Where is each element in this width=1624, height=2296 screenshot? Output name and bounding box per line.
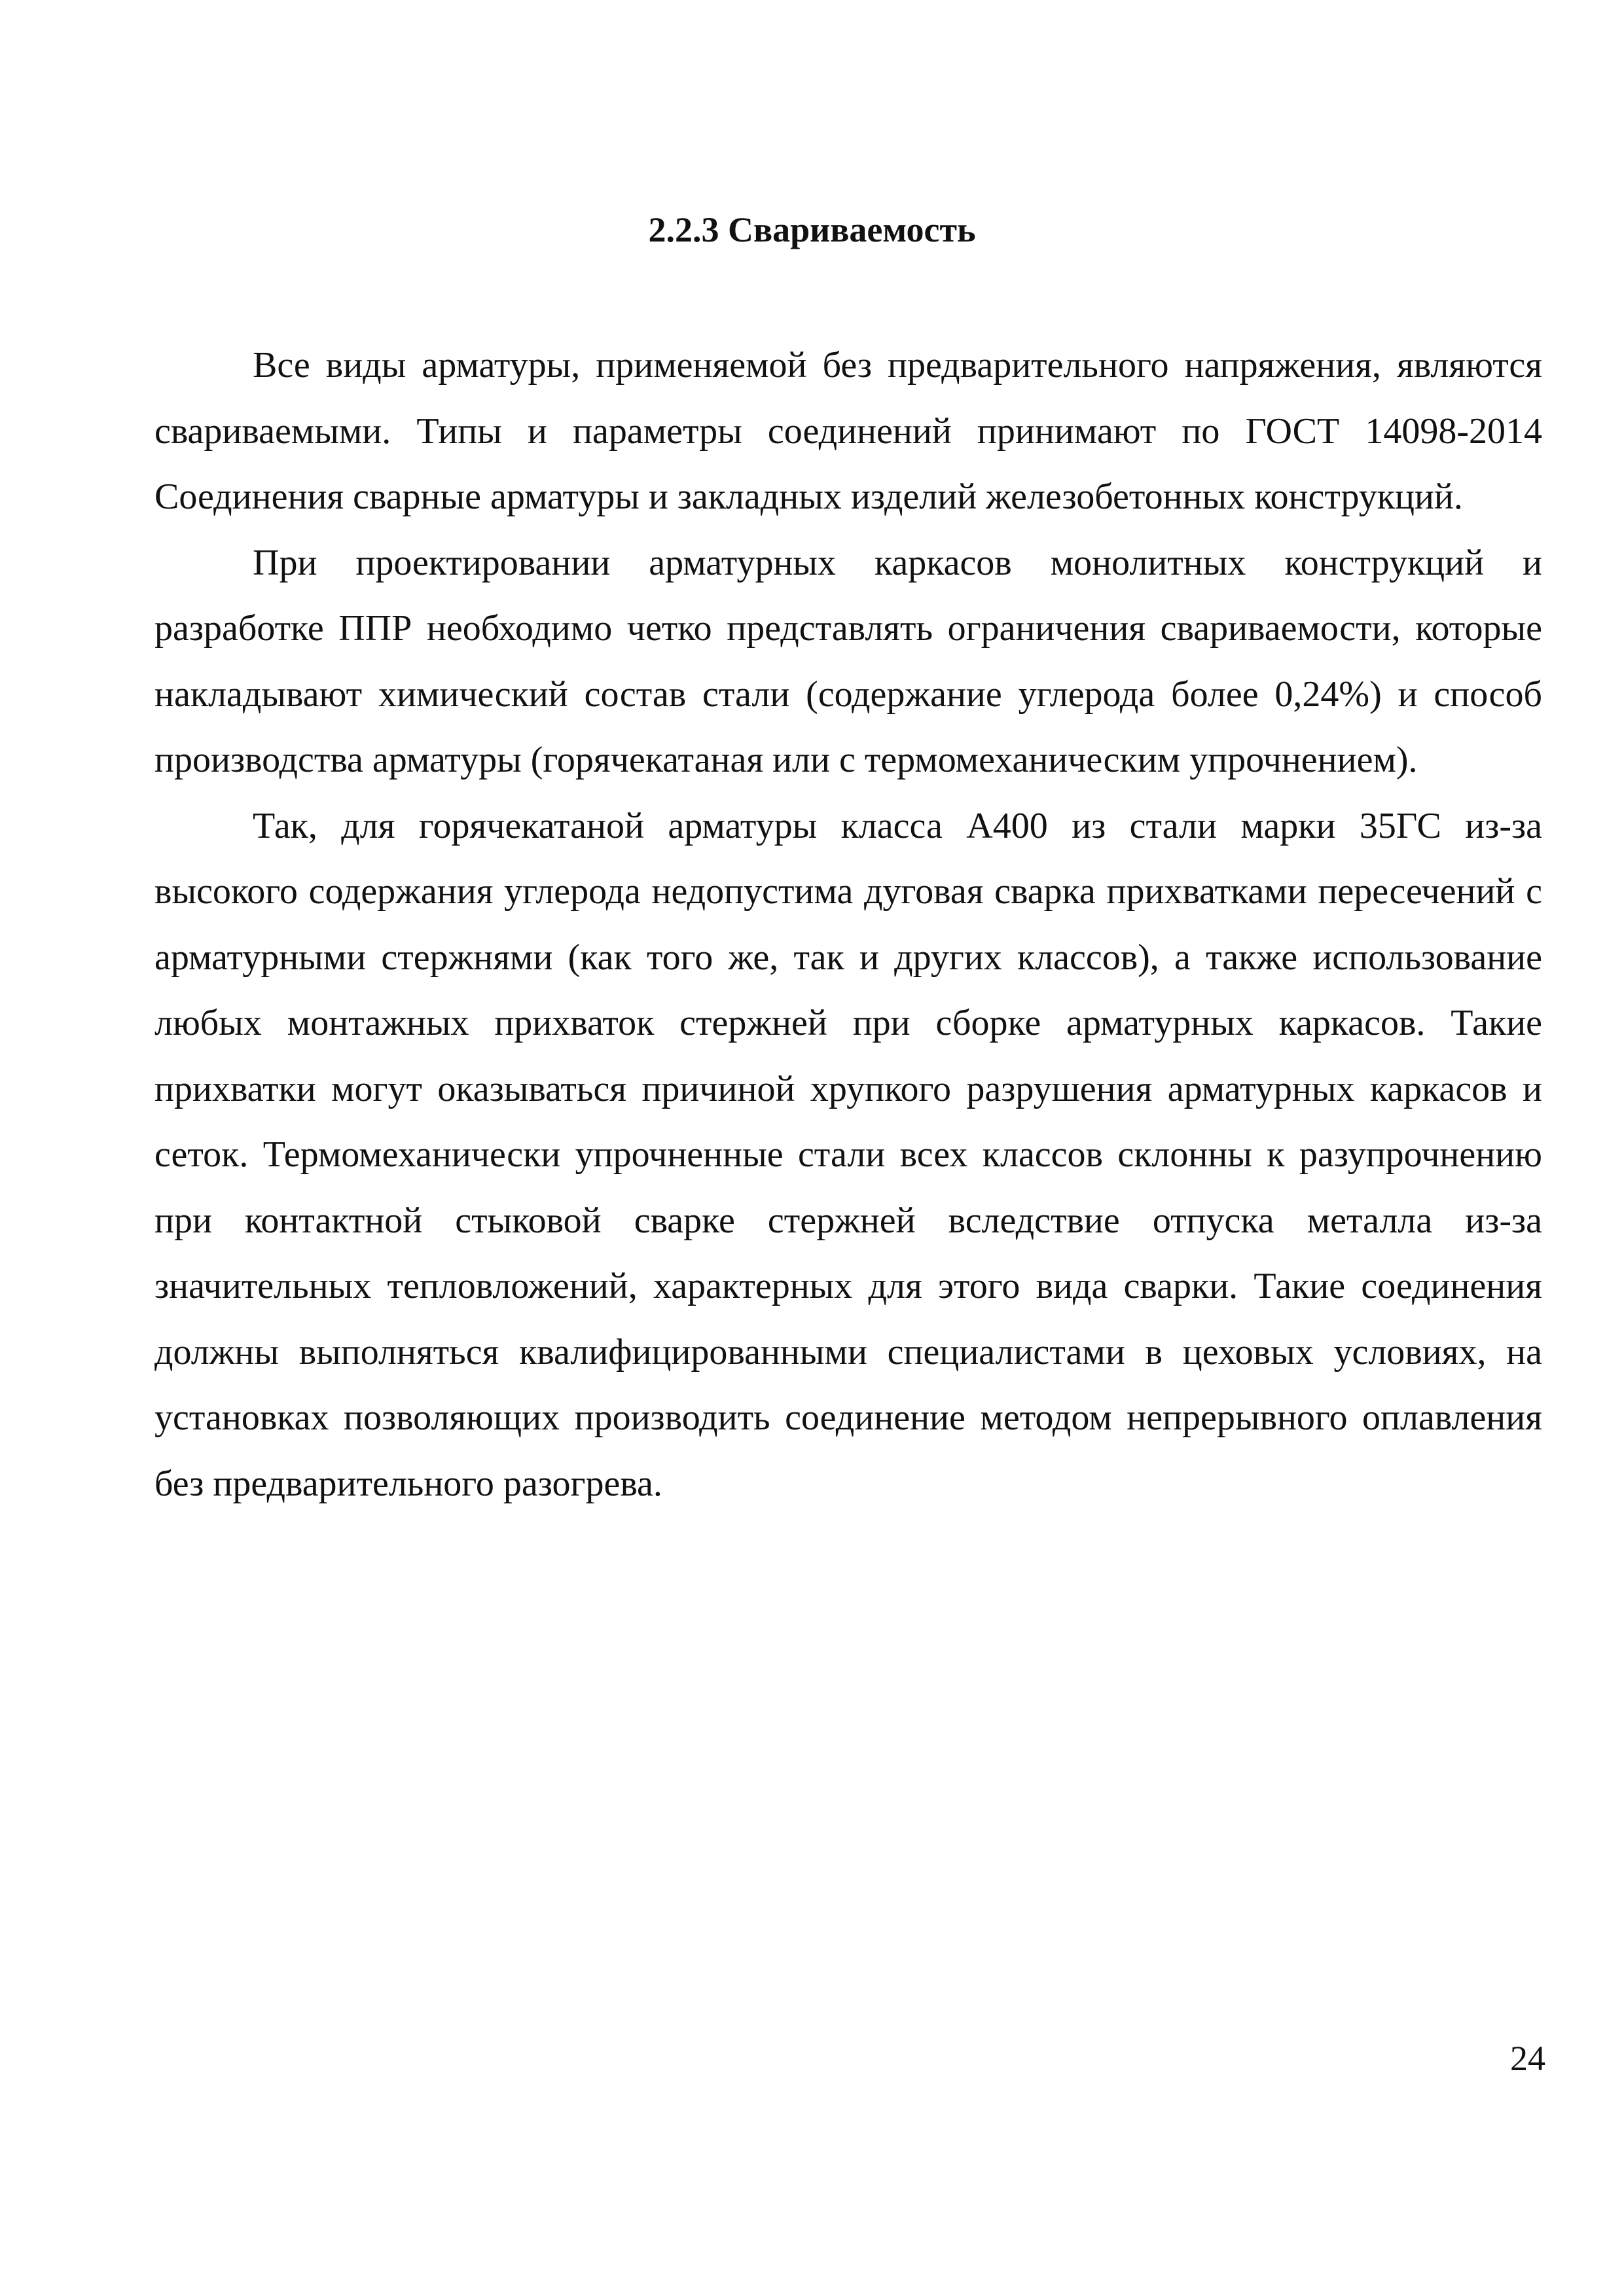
page-number: 24 [1510,2039,1545,2078]
section-heading: 2.2.3 Свариваемость [648,210,976,249]
paragraph-design-limitations: При проектировании арматурных каркасов монолитных конструкций и разработке ППР необходимо четко представлять ограничения свариваемости, которые накладывают химический состав стали (содержание углерода более 0,24%) и способ производства арматуры (горячекатаная или с термомеханическим упрочнением). [154,542,1542,780]
paragraph-a400-welding: Так, для горячекатаной арматуры класса А400 из стали марки 35ГС из-за высокого содержания углерода недопустима дуговая сварка прихватками пересечений с арматурными стержнями (как того же, так и других классов), а также использование любых монтажных прихваток стержней при сборке арматурных каркасов. Такие прихватки могут оказываться причиной хрупкого разрушения арматурных каркасов и сеток. Термомеханически упрочненные стали всех классов склонны к разупрочнению при контактной стыковой сварке стержней вследствие отпуска металла из-за значительных тепловложений, характерных для этого вида сварки. Такие соединения должны выполняться квалифицированными специалистами в цеховых условиях, на установках позволяющих производить соединение методом непрерывного оплавления без предварительного разогрева. [154,805,1542,1504]
paragraph-weldability-intro: Все виды арматуры, применяемой без предварительного напряжения, являются свариваемыми. Типы и параметры соединений принимают по ГОСТ 14098-2014 Соединения сварные арматуры и закладных изделий железобетонных конструкций. [154,345,1542,517]
body-text [154,332,1542,1516]
